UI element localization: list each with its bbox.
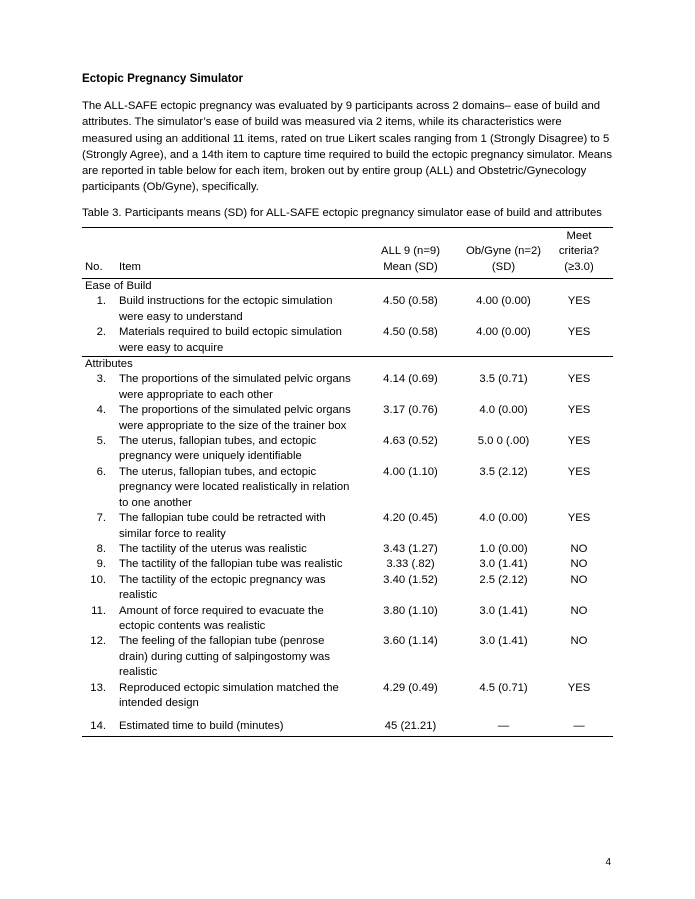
table-row: [82, 604, 613, 635]
row-all: 4.20 (0.45): [383, 512, 438, 525]
header-obgyne: [462, 227, 545, 278]
row-item: The tactility of the uterus was realistic: [119, 542, 307, 555]
row-all: 3.80 (1.10): [383, 604, 438, 617]
row-item: Reproduced ectopic simulation matched the intended design: [119, 681, 339, 709]
header-all: [359, 227, 462, 278]
row-item: The feeling of the fallopian tube (penrose drain) during cutting of salpingostomy was realistic: [119, 635, 330, 679]
row-no: 6.: [96, 465, 106, 478]
row-ob: 3.0 (1.41): [479, 604, 528, 617]
table-row: [82, 294, 613, 325]
table-row: [82, 465, 613, 511]
row-all: 4.50 (0.58): [383, 295, 438, 308]
row-all: 3.60 (1.14): [383, 635, 438, 648]
row-item: The proportions of the simulated pelvic organs were appropriate to the size of the trainer box: [119, 404, 351, 432]
row-meet: YES: [567, 465, 591, 478]
row-item: The tactility of the ectopic pregnancy was realistic: [119, 573, 326, 602]
document-page: [82, 72, 613, 737]
row-item: The proportions of the simulated pelvic organs were appropriate to each other: [119, 373, 351, 401]
row-meet: YES: [567, 295, 591, 308]
page-number: 4: [605, 857, 611, 868]
header-meet-line2: criteria?: [558, 245, 600, 258]
table-row: [82, 434, 613, 465]
row-no: 4.: [96, 404, 106, 417]
row-item: Build instructions for the ectopic simulation were easy to understand: [119, 295, 333, 323]
header-meet-line3: (≥3.0): [564, 260, 594, 273]
row-meet: YES: [567, 373, 591, 386]
header-ob-line2: (SD): [491, 260, 516, 273]
table-header-row: [82, 227, 613, 278]
table-row: [82, 325, 613, 356]
row-all: 4.50 (0.58): [383, 326, 438, 339]
row-ob: 3.0 (1.41): [479, 558, 528, 571]
row-ob: 2.5 (2.12): [479, 573, 528, 586]
row-ob: 5.0 0 (.00): [477, 435, 530, 448]
row-ob: 4.00 (0.00): [476, 326, 531, 339]
row-item: The uterus, fallopian tubes, and ectopic pregnancy were located realistically in relation to one another: [119, 465, 350, 509]
table-row: [82, 681, 613, 712]
row-meet: NO: [570, 558, 588, 571]
row-meet: —: [545, 719, 613, 736]
row-item: The fallopian tube could be retracted with similar force to reality: [119, 512, 326, 540]
row-meet: YES: [567, 512, 591, 525]
table-row: [82, 542, 613, 557]
row-item: The uterus, fallopian tubes, and ectopic pregnancy were uniquely identifiable: [119, 435, 317, 463]
row-ob: 1.0 (0.00): [479, 542, 528, 555]
header-meet-criteria: [545, 227, 613, 278]
row-ob: 3.0 (1.41): [479, 635, 528, 648]
row-item: Estimated time to build (minutes): [116, 719, 359, 736]
header-all-line1: ALL 9 (n=9): [381, 245, 440, 258]
row-meet: YES: [567, 326, 591, 339]
table-row: [82, 634, 613, 680]
header-item: Item: [119, 260, 141, 273]
section-label: Attributes: [82, 357, 613, 373]
row-all: 45 (21.21): [359, 719, 462, 736]
intro-paragraph: The ALL-SAFE ectopic pregnancy was evaluated by 9 participants across 2 domains– ease of build and attributes. The simulator’s ease of build was measured via 2 items, while its characteristics were measured using an additional 11 items, rated on true Likert scales ranging from 1 (Strongly Disagree) to 5 (Strongly Agree), and a 14th item to capture time required to build the ectopic pregnancy simulator. Means are reported in table below for each item, broken out by entire group (ALL) and Obstetric/Gynecology participants (Ob/Gyne), specifically.: [82, 100, 612, 194]
row-meet: NO: [570, 604, 588, 617]
header-no: No.: [85, 260, 103, 273]
table-row: [82, 372, 613, 403]
row-ob: —: [462, 719, 545, 736]
table-row: [82, 403, 613, 434]
row-all: 3.43 (1.27): [383, 542, 438, 555]
row-meet: NO: [570, 573, 588, 586]
row-meet: YES: [567, 435, 591, 448]
header-meet-line1: Meet: [566, 229, 592, 242]
row-no: 14.: [82, 719, 116, 736]
results-table: [82, 227, 613, 737]
table-row: [82, 511, 613, 542]
row-no: 10.: [90, 573, 106, 586]
row-ob: 4.5 (0.71): [479, 681, 528, 694]
spacer-row: [82, 711, 613, 719]
row-item: The tactility of the fallopian tube was realistic: [119, 558, 343, 571]
table-caption: Table 3. Participants means (SD) for ALL-SAFE ectopic pregnancy simulator ease of build and attributes: [82, 206, 602, 219]
row-ob: 4.0 (0.00): [479, 512, 528, 525]
row-no: 9.: [96, 558, 106, 571]
table-row: [82, 557, 613, 572]
row-no: 7.: [96, 512, 106, 525]
section-row-attributes: [82, 357, 613, 373]
row-ob: 4.0 (0.00): [479, 404, 528, 417]
row-no: 2.: [96, 326, 106, 339]
table-row: [82, 573, 613, 604]
row-all: 4.63 (0.52): [383, 435, 438, 448]
row-ob: 3.5 (0.71): [479, 373, 528, 386]
row-no: 5.: [96, 435, 106, 448]
row-no: 12.: [90, 635, 106, 648]
row-meet: NO: [570, 542, 588, 555]
row-no: 8.: [96, 542, 106, 555]
row-all: 4.29 (0.49): [383, 681, 438, 694]
row-no: 3.: [96, 373, 106, 386]
row-item: Materials required to build ectopic simulation were easy to acquire: [119, 326, 342, 354]
row-ob: 4.00 (0.00): [476, 295, 531, 308]
section-label: Ease of Build: [85, 280, 152, 292]
row-item: Amount of force required to evacuate the ectopic contents was realistic: [119, 604, 324, 632]
row-meet: YES: [567, 681, 591, 694]
header-ob-line1: Ob/Gyne (n=2): [465, 245, 542, 258]
header-all-line2: Mean (SD): [383, 260, 438, 273]
table-row: [82, 719, 613, 736]
row-all: 4.14 (0.69): [383, 373, 438, 386]
row-all: 3.33 (.82): [386, 558, 435, 571]
row-all: 4.00 (1.10): [383, 465, 438, 478]
row-no: 11.: [91, 604, 106, 617]
row-no: 13.: [90, 681, 106, 694]
row-no: 1.: [96, 295, 106, 308]
row-all: 3.17 (0.76): [383, 404, 438, 417]
section-heading: Ectopic Pregnancy Simulator: [82, 72, 244, 85]
row-all: 3.40 (1.52): [383, 573, 438, 586]
row-ob: 3.5 (2.12): [479, 465, 528, 478]
section-row-ease: [82, 279, 613, 295]
row-meet: YES: [567, 404, 591, 417]
spacer-cell: [82, 711, 613, 719]
row-meet: NO: [570, 635, 588, 648]
